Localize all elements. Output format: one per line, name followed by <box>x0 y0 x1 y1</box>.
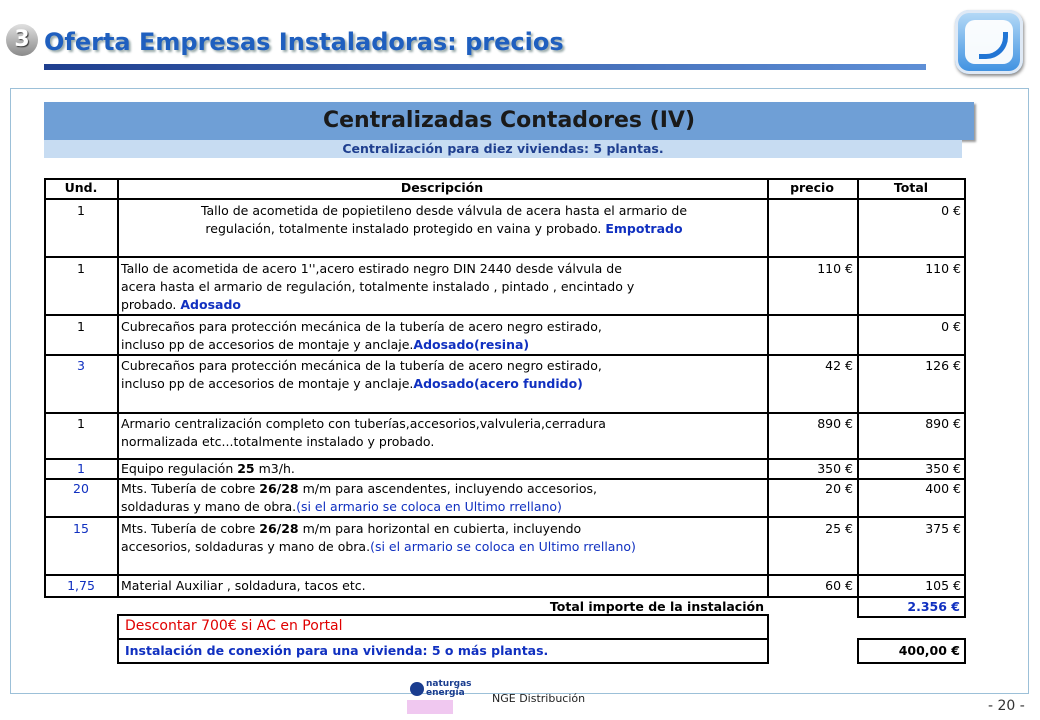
table-row-5-total: 890 € <box>925 416 961 431</box>
discount-text: Descontar 700€ si AC en Portal <box>125 618 343 634</box>
table-row-4-und: 3 <box>77 358 85 373</box>
table-row-3-und: 1 <box>77 319 85 334</box>
single-install-label: Instalación de conexión para una vivienda: 5 o más plantas. <box>125 643 549 658</box>
page-number: - 20 - <box>988 698 1025 714</box>
col-header-precio: precio <box>790 180 834 195</box>
note-ultimo-rellano: (si el armario se coloca en Ultimo rrellano) <box>296 499 562 514</box>
table-row-6-desc: Equipo regulación 25 m3/h. <box>121 461 295 476</box>
table-row-2-total: 110 € <box>925 261 961 276</box>
tag-adosado: Adosado <box>180 297 241 312</box>
table-row-7-und: 20 <box>73 481 89 496</box>
table-row-3-desc: Cubrecaños para protección mecánica de la tubería de acero negro estirado, incluso pp de accesorios de montaje y anclaje.Adosado(resina) <box>121 319 602 352</box>
banner-subtitle: Centralización para diez viviendas: 5 plantas. <box>342 141 664 156</box>
tag-adosado-resina: Adosado(resina) <box>413 337 530 352</box>
table-row-5-precio: 890 € <box>817 416 853 431</box>
section-banner <box>44 102 974 140</box>
total-value: 2.356 € <box>907 599 960 614</box>
table-row-2-precio: 110 € <box>817 261 853 276</box>
table-row-8-total: 375 € <box>925 521 961 536</box>
footer-pink-tag <box>407 700 453 714</box>
footer-company: NGE Distribución <box>492 692 586 705</box>
single-install-value-box <box>857 638 966 664</box>
table-row-1-und: 1 <box>77 203 85 218</box>
table-row-9-total: 105 € <box>925 578 961 593</box>
table-row-2-desc: Tallo de acometida de acero 1'',acero estirado negro DIN 2440 desde válvula de acera hasta el armario de regulación, totalmente instalado , pintado , encintado y probado. Adosado <box>121 261 635 312</box>
table-row-1-desc: Tallo de acometida de popietileno desde válvula de acera hasta el armario de regulación, totalmente instalado protegido en vaina y probado. Empotrado <box>200 203 688 236</box>
section-number-badge: 3 <box>6 24 38 56</box>
table-row-2-und: 1 <box>77 261 85 276</box>
single-install-value: 400,00 € <box>898 643 960 658</box>
page-title: Oferta Empresas Instaladoras: precios <box>44 28 564 56</box>
table-row-9-und: 1,75 <box>67 578 95 593</box>
table-row-7-precio: 20 € <box>825 481 853 496</box>
col-header-descripcion: Descripción <box>400 180 484 195</box>
title-underline <box>44 64 926 70</box>
banner-subtitle-bar <box>44 140 962 158</box>
table-row-5-desc: Armario centralización completo con tuberías,accesorios,valvuleria,cerradura normalizada etc...totalmente instalado y probado. <box>121 416 606 449</box>
tag-adosado-acero: Adosado(acero fundido) <box>413 376 583 391</box>
table-row-6-precio: 350 € <box>817 461 853 476</box>
table-row-4-precio: 42 € <box>825 358 853 373</box>
note-ultimo-rellano: (si el armario se coloca en Ultimo rrellano) <box>370 539 636 554</box>
table-row-9-desc: Material Auxiliar , soldadura, tacos etc. <box>121 578 366 593</box>
table-row-9-precio: 60 € <box>825 578 853 593</box>
discount-box <box>117 614 769 640</box>
total-value-box <box>857 596 966 618</box>
banner-title: Centralizadas Contadores (IV) <box>322 108 695 133</box>
table-row-3-total: 0 € <box>941 319 961 334</box>
table-row-7-desc: Mts. Tubería de cobre 26/28 m/m para ascendentes, incluyendo accesorios, soldaduras y mano de obra.(si el armario se coloca en Ultimo rrellano) <box>121 481 597 514</box>
table-row-1-total: 0 € <box>941 203 961 218</box>
table-row-8-desc: Mts. Tubería de cobre 26/28 m/m para horizontal en cubierta, incluyendo accesorios, soldaduras y mano de obra.(si el armario se coloca en Ultimo rrellano) <box>121 521 636 554</box>
col-header-und: Und. <box>64 180 98 195</box>
table-row-5-und: 1 <box>77 416 85 431</box>
brand-logo-icon <box>955 10 1023 74</box>
table-row-7-total: 400 € <box>925 481 961 496</box>
table-row-4-desc: Cubrecaños para protección mecánica de la tubería de acero negro estirado, incluso pp de accesorios de montaje y anclaje.Adosado(acero fundido) <box>121 358 602 391</box>
col-header-total: Total <box>893 180 929 195</box>
tag-empotrado: Empotrado <box>605 221 683 236</box>
table-row-6-total: 350 € <box>925 461 961 476</box>
single-install-box <box>117 638 769 664</box>
table-row-8-und: 15 <box>73 521 89 536</box>
table-row-4-total: 126 € <box>925 358 961 373</box>
naturgas-logo-icon: naturgas energía <box>408 678 468 700</box>
total-label: Total importe de la instalación <box>549 599 764 614</box>
table-row-8-precio: 25 € <box>825 521 853 536</box>
table-row-6-und: 1 <box>77 461 85 476</box>
